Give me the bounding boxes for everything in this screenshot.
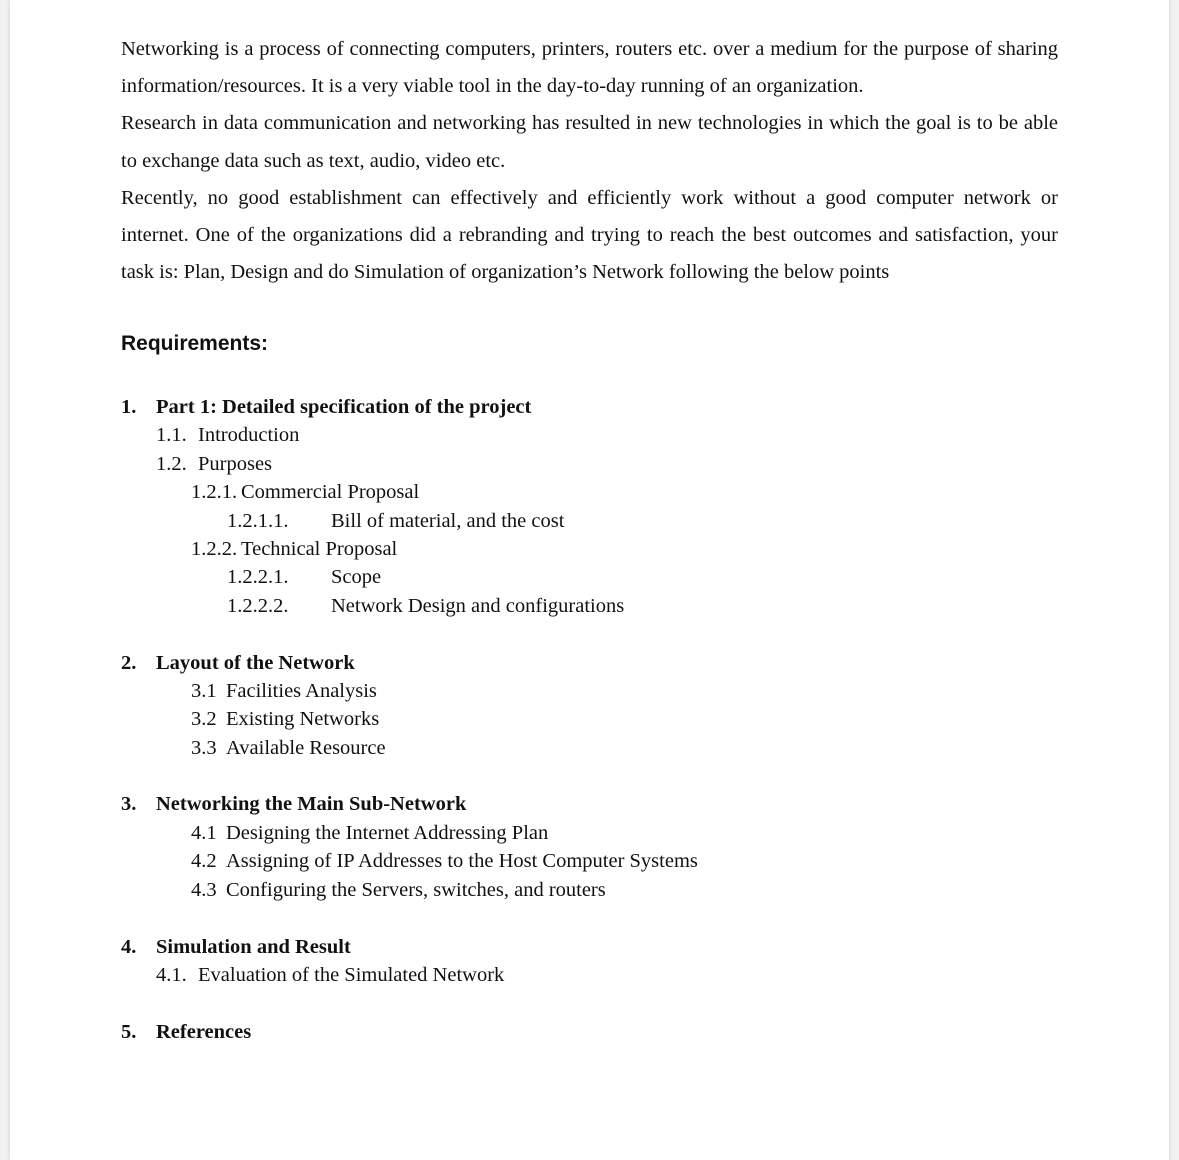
item-1-2-2-number: 1.2.2. [191,538,238,560]
item-3-3-number: 4.3 [191,879,217,901]
item-2-3-label: Available Resource [226,737,386,759]
requirements-heading: Requirements: [121,332,269,355]
item-1-2-2-1-label: Scope [331,566,382,588]
section-1-title: Part 1: Detailed specification of the project [156,396,532,418]
item-2-2-number: 3.2 [191,708,217,730]
item-3-2-number: 4.2 [191,850,217,872]
item-2-2-label: Existing Networks [226,708,380,730]
intro-paragraph-1: Networking is a process of connecting computers, printers, routers etc. over a medium for the purpose of sharing information/resources. It is a very viable tool in the day-to-day running of an organization. [121,38,1058,98]
item-3-3-label: Configuring the Servers, switches, and routers [226,879,606,901]
item-1-2-2-2-number: 1.2.2.2. [227,595,289,617]
section-5-number: 5. [121,1021,137,1043]
section-2-number: 2. [121,652,137,674]
section-2-title: Layout of the Network [156,652,355,674]
section-5-title: References [156,1021,252,1043]
section-1-number: 1. [121,396,137,418]
item-1-2-2-2-label: Network Design and configurations [331,595,625,617]
item-2-3-number: 3.3 [191,737,217,759]
item-1-2-number: 1.2. [156,453,187,475]
item-2-1-label: Facilities Analysis [226,680,377,702]
document-page [10,0,1169,1160]
item-1-2-1-label: Commercial Proposal [241,481,420,503]
item-1-2-2-1-number: 1.2.2.1. [227,566,289,588]
intro-text [121,31,1058,291]
item-1-2-2-label: Technical Proposal [241,538,398,560]
item-4-1-number: 4.1. [156,964,187,986]
intro-paragraph-3: Recently, no good establishment can effectively and efficiently work without a good computer network or internet. One of the organizations did a rebranding and trying to reach the best outcomes and satisfaction, your task is: Plan, Design and do Simulation of organization’s Network following the below points [121,186,1058,284]
item-1-2-1-number: 1.2.1. [191,481,238,503]
intro-paragraph-2: Research in data communication and networking has resulted in new technologies in which the goal is to be able to exchange data such as text, audio, video etc. [121,112,1058,172]
item-4-1-label: Evaluation of the Simulated Network [198,964,505,986]
section-3-title: Networking the Main Sub-Network [156,793,467,815]
item-2-1-number: 3.1 [191,680,217,702]
item-3-2-label: Assigning of IP Addresses to the Host Computer Systems [226,850,698,872]
item-3-1-number: 4.1 [191,822,217,844]
section-4-number: 4. [121,936,137,958]
item-3-1-label: Designing the Internet Addressing Plan [226,822,549,844]
item-1-2-1-1-label: Bill of material, and the cost [331,510,565,532]
section-3-number: 3. [121,793,137,815]
item-1-1-number: 1.1. [156,424,187,446]
item-1-1-label: Introduction [198,424,300,446]
item-1-2-label: Purposes [198,453,273,475]
section-4-title: Simulation and Result [156,936,351,958]
item-1-2-1-1-number: 1.2.1.1. [227,510,289,532]
